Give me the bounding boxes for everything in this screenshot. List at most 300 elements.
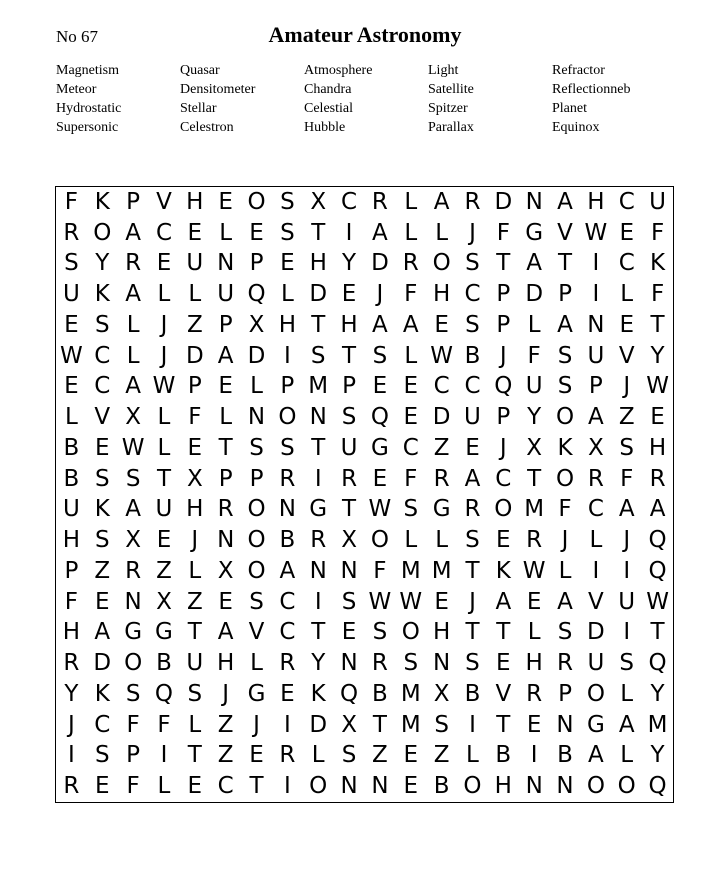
grid-cell[interactable]: H <box>278 311 297 338</box>
grid-cell[interactable]: F <box>188 404 202 431</box>
grid-cell[interactable]: L <box>527 619 541 646</box>
grid-cell[interactable]: E <box>64 373 79 400</box>
grid-cell[interactable]: C <box>464 281 481 308</box>
grid-cell[interactable]: L <box>527 311 541 338</box>
grid-cell[interactable]: N <box>217 527 235 554</box>
grid-cell[interactable]: L <box>65 404 78 431</box>
grid-cell[interactable]: S <box>434 711 449 738</box>
grid-cell[interactable]: Q <box>648 557 667 584</box>
grid-cell[interactable]: U <box>186 250 204 277</box>
grid-cell[interactable]: O <box>247 527 266 554</box>
grid-cell[interactable]: A <box>649 496 666 523</box>
grid-cell[interactable]: T <box>218 434 233 461</box>
grid-cell[interactable]: T <box>527 465 542 492</box>
grid-cell[interactable]: E <box>526 711 542 738</box>
grid-cell[interactable]: N <box>525 773 543 800</box>
grid-cell[interactable]: T <box>372 711 387 738</box>
grid-cell[interactable]: R <box>526 680 543 707</box>
grid-cell[interactable]: E <box>434 311 449 338</box>
grid-cell[interactable]: A <box>372 219 388 246</box>
grid-cell[interactable]: Y <box>527 404 542 431</box>
grid-cell[interactable]: E <box>280 250 295 277</box>
grid-cell[interactable]: H <box>340 311 358 338</box>
grid-cell[interactable]: S <box>465 527 480 554</box>
grid-cell[interactable]: O <box>247 557 266 584</box>
grid-cell[interactable]: Q <box>648 527 667 554</box>
grid-cell[interactable]: O <box>309 773 328 800</box>
grid-cell[interactable]: L <box>250 373 263 400</box>
grid-cell[interactable]: L <box>157 281 171 308</box>
grid-cell[interactable]: A <box>94 619 111 646</box>
grid-cell[interactable]: X <box>156 588 172 615</box>
grid-cell[interactable]: C <box>587 496 604 523</box>
grid-cell[interactable]: U <box>649 188 666 215</box>
grid-cell[interactable]: H <box>217 650 235 677</box>
grid-cell[interactable]: F <box>650 219 665 246</box>
grid-cell[interactable]: A <box>372 311 388 338</box>
grid-cell[interactable]: T <box>311 434 326 461</box>
grid-cell[interactable]: R <box>587 465 604 492</box>
grid-cell[interactable]: E <box>341 619 357 646</box>
grid-cell[interactable]: L <box>126 311 140 338</box>
grid-cell[interactable]: O <box>278 404 297 431</box>
grid-cell[interactable]: P <box>126 742 141 769</box>
grid-cell[interactable]: O <box>247 496 266 523</box>
grid-cell[interactable]: Z <box>94 557 111 584</box>
grid-cell[interactable]: J <box>623 373 631 400</box>
grid-cell[interactable]: F <box>620 465 634 492</box>
grid-cell[interactable]: J <box>160 311 168 338</box>
grid-cell[interactable]: V <box>557 219 573 246</box>
grid-cell[interactable]: H <box>648 434 667 461</box>
grid-cell[interactable]: X <box>125 527 141 554</box>
grid-cell[interactable]: N <box>217 250 235 277</box>
grid-cell[interactable]: O <box>617 773 636 800</box>
grid-cell[interactable]: E <box>496 527 511 554</box>
grid-cell[interactable]: L <box>404 188 418 215</box>
grid-cell[interactable]: F <box>126 773 140 800</box>
grid-cell[interactable]: E <box>526 588 542 615</box>
grid-cell[interactable]: Q <box>154 680 174 707</box>
grid-cell[interactable]: S <box>64 250 79 277</box>
grid-cell[interactable]: Z <box>433 742 450 769</box>
grid-cell[interactable]: V <box>94 404 111 431</box>
grid-cell[interactable]: D <box>525 281 544 308</box>
grid-cell[interactable]: J <box>253 711 260 738</box>
grid-cell[interactable]: S <box>465 650 480 677</box>
grid-cell[interactable]: S <box>310 342 326 369</box>
grid-cell[interactable]: V <box>618 342 635 369</box>
grid-cell[interactable]: Q <box>648 773 667 800</box>
grid-cell[interactable]: H <box>186 496 204 523</box>
grid-cell[interactable]: S <box>280 188 295 215</box>
grid-cell[interactable]: X <box>433 680 450 707</box>
grid-cell[interactable]: B <box>279 527 296 554</box>
grid-cell[interactable]: N <box>433 650 451 677</box>
grid-cell[interactable]: O <box>124 650 143 677</box>
grid-cell[interactable]: T <box>557 250 573 277</box>
grid-cell[interactable]: R <box>433 465 450 492</box>
grid-cell[interactable]: R <box>63 773 80 800</box>
grid-cell[interactable]: L <box>188 557 202 584</box>
grid-cell[interactable]: X <box>341 527 357 554</box>
grid-cell[interactable]: W <box>60 342 83 369</box>
grid-cell[interactable]: J <box>469 588 476 615</box>
grid-cell[interactable]: S <box>94 311 110 338</box>
grid-cell[interactable]: X <box>248 311 265 338</box>
grid-cell[interactable]: M <box>431 557 452 584</box>
grid-cell[interactable]: X <box>186 465 203 492</box>
grid-cell[interactable]: E <box>249 219 264 246</box>
grid-cell[interactable]: R <box>526 527 543 554</box>
grid-cell[interactable]: A <box>125 219 141 246</box>
grid-cell[interactable]: V <box>495 680 512 707</box>
grid-cell[interactable]: C <box>402 434 419 461</box>
grid-cell[interactable]: E <box>187 773 203 800</box>
grid-cell[interactable]: S <box>619 650 635 677</box>
grid-cell[interactable]: N <box>340 773 358 800</box>
grid-cell[interactable]: J <box>499 342 507 369</box>
grid-cell[interactable]: Z <box>156 557 172 584</box>
grid-cell[interactable]: F <box>527 342 541 369</box>
grid-cell[interactable]: T <box>496 619 511 646</box>
grid-cell[interactable]: L <box>311 742 325 769</box>
grid-cell[interactable]: E <box>434 588 449 615</box>
grid-cell[interactable]: S <box>94 527 110 554</box>
grid-cell[interactable]: N <box>340 650 358 677</box>
grid-cell[interactable]: P <box>126 188 141 215</box>
grid-cell[interactable]: I <box>623 619 631 646</box>
grid-cell[interactable]: L <box>466 742 479 769</box>
grid-cell[interactable]: E <box>218 373 233 400</box>
grid-cell[interactable]: I <box>283 711 291 738</box>
grid-cell[interactable]: E <box>94 588 110 615</box>
grid-cell[interactable]: U <box>155 496 173 523</box>
grid-cell[interactable]: W <box>522 557 546 584</box>
grid-cell[interactable]: C <box>279 619 296 646</box>
grid-cell[interactable]: B <box>63 465 80 492</box>
grid-cell[interactable]: F <box>64 188 79 215</box>
grid-cell[interactable]: B <box>557 742 573 769</box>
grid-cell[interactable]: R <box>279 742 296 769</box>
grid-cell[interactable]: C <box>155 219 172 246</box>
grid-cell[interactable]: W <box>646 588 669 615</box>
grid-cell[interactable]: R <box>402 250 419 277</box>
grid-cell[interactable]: Y <box>650 342 665 369</box>
grid-cell[interactable]: U <box>63 496 80 523</box>
grid-cell[interactable]: K <box>310 680 326 707</box>
grid-cell[interactable]: I <box>283 773 291 800</box>
grid-cell[interactable]: X <box>587 434 604 461</box>
grid-cell[interactable]: G <box>586 711 605 738</box>
grid-cell[interactable]: E <box>341 281 357 308</box>
grid-cell[interactable]: N <box>587 311 605 338</box>
grid-cell[interactable]: A <box>588 404 604 431</box>
grid-cell[interactable]: G <box>432 496 451 523</box>
grid-cell[interactable]: Y <box>650 742 665 769</box>
grid-cell[interactable]: I <box>283 342 291 369</box>
grid-cell[interactable]: D <box>185 342 204 369</box>
grid-cell[interactable]: F <box>64 588 79 615</box>
grid-cell[interactable]: R <box>341 465 358 492</box>
grid-cell[interactable]: U <box>618 588 636 615</box>
grid-cell[interactable]: K <box>557 434 573 461</box>
grid-cell[interactable]: Z <box>186 311 203 338</box>
grid-cell[interactable]: C <box>279 588 296 615</box>
grid-cell[interactable]: Z <box>433 434 450 461</box>
grid-cell[interactable]: G <box>309 496 328 523</box>
grid-cell[interactable]: W <box>121 434 145 461</box>
grid-cell[interactable]: P <box>187 373 202 400</box>
grid-cell[interactable]: C <box>495 465 512 492</box>
grid-cell[interactable]: G <box>124 619 143 646</box>
grid-cell[interactable]: H <box>62 619 81 646</box>
grid-cell[interactable]: D <box>371 250 389 277</box>
grid-cell[interactable]: E <box>187 434 203 461</box>
grid-cell[interactable]: O <box>247 188 266 215</box>
grid-cell[interactable]: M <box>524 496 545 523</box>
grid-cell[interactable]: M <box>308 373 329 400</box>
grid-cell[interactable]: T <box>650 311 665 338</box>
grid-cell[interactable]: D <box>93 650 112 677</box>
grid-cell[interactable]: F <box>496 219 510 246</box>
grid-cell[interactable]: B <box>464 680 481 707</box>
grid-cell[interactable]: O <box>401 619 420 646</box>
grid-cell[interactable]: M <box>400 711 421 738</box>
grid-cell[interactable]: L <box>157 434 171 461</box>
grid-cell[interactable]: H <box>432 281 451 308</box>
grid-cell[interactable]: D <box>587 619 605 646</box>
grid-cell[interactable]: S <box>94 465 110 492</box>
grid-cell[interactable]: X <box>341 711 357 738</box>
grid-cell[interactable]: A <box>495 588 512 615</box>
grid-cell[interactable]: L <box>404 527 418 554</box>
grid-cell[interactable]: T <box>311 619 326 646</box>
grid-cell[interactable]: E <box>94 434 110 461</box>
grid-cell[interactable]: N <box>525 188 543 215</box>
grid-cell[interactable]: E <box>372 465 388 492</box>
grid-cell[interactable]: N <box>340 557 358 584</box>
grid-cell[interactable]: I <box>592 281 600 308</box>
grid-cell[interactable]: W <box>368 588 392 615</box>
grid-cell[interactable]: J <box>623 527 631 554</box>
grid-cell[interactable]: B <box>464 342 481 369</box>
grid-cell[interactable]: R <box>371 650 388 677</box>
grid-cell[interactable]: J <box>191 527 199 554</box>
grid-cell[interactable]: A <box>402 311 419 338</box>
grid-cell[interactable]: E <box>187 219 203 246</box>
grid-cell[interactable]: S <box>280 434 295 461</box>
grid-cell[interactable]: A <box>433 188 450 215</box>
grid-cell[interactable]: K <box>94 496 110 523</box>
grid-cell[interactable]: F <box>373 557 387 584</box>
grid-cell[interactable]: G <box>155 619 173 646</box>
grid-cell[interactable]: R <box>125 250 142 277</box>
grid-cell[interactable]: A <box>588 742 604 769</box>
grid-cell[interactable]: B <box>433 773 450 800</box>
grid-cell[interactable]: P <box>218 465 233 492</box>
grid-cell[interactable]: D <box>309 711 328 738</box>
grid-cell[interactable]: P <box>588 373 603 400</box>
grid-cell[interactable]: N <box>309 404 327 431</box>
grid-cell[interactable]: E <box>94 773 110 800</box>
grid-cell[interactable]: U <box>464 404 481 431</box>
grid-cell[interactable]: L <box>404 219 418 246</box>
grid-cell[interactable]: F <box>157 711 171 738</box>
grid-cell[interactable]: R <box>310 527 327 554</box>
grid-cell[interactable]: J <box>499 434 507 461</box>
grid-cell[interactable]: O <box>586 773 605 800</box>
grid-cell[interactable]: K <box>650 250 666 277</box>
grid-cell[interactable]: H <box>525 650 543 677</box>
grid-cell[interactable]: A <box>125 496 141 523</box>
grid-cell[interactable]: N <box>124 588 142 615</box>
grid-cell[interactable]: R <box>279 465 296 492</box>
grid-cell[interactable]: U <box>525 373 543 400</box>
grid-cell[interactable]: W <box>152 373 176 400</box>
grid-cell[interactable]: B <box>63 434 80 461</box>
grid-cell[interactable]: V <box>156 188 172 215</box>
grid-cell[interactable]: J <box>561 527 569 554</box>
grid-cell[interactable]: S <box>341 588 357 615</box>
grid-cell[interactable]: C <box>464 373 481 400</box>
grid-cell[interactable]: R <box>557 650 573 677</box>
grid-cell[interactable]: I <box>314 588 322 615</box>
grid-cell[interactable]: R <box>649 465 666 492</box>
grid-cell[interactable]: S <box>403 650 419 677</box>
grid-cell[interactable]: Q <box>247 281 266 308</box>
grid-cell[interactable]: Y <box>342 250 357 277</box>
grid-cell[interactable]: R <box>464 496 481 523</box>
grid-cell[interactable]: B <box>156 650 172 677</box>
grid-cell[interactable]: R <box>63 219 80 246</box>
grid-cell[interactable]: K <box>94 281 110 308</box>
grid-cell[interactable]: A <box>618 711 635 738</box>
grid-cell[interactable]: M <box>400 680 421 707</box>
grid-cell[interactable]: I <box>345 219 353 246</box>
grid-cell[interactable]: Y <box>650 680 665 707</box>
grid-cell[interactable]: C <box>618 188 635 215</box>
grid-cell[interactable]: O <box>586 680 605 707</box>
grid-cell[interactable]: E <box>465 434 480 461</box>
grid-cell[interactable]: E <box>64 311 79 338</box>
grid-cell[interactable]: S <box>557 342 573 369</box>
grid-cell[interactable]: C <box>341 188 358 215</box>
grid-cell[interactable]: S <box>557 373 573 400</box>
grid-cell[interactable]: Q <box>370 404 389 431</box>
grid-cell[interactable]: H <box>587 188 605 215</box>
grid-cell[interactable]: D <box>309 281 328 308</box>
grid-cell[interactable]: P <box>249 465 264 492</box>
grid-cell[interactable]: H <box>309 250 327 277</box>
grid-cell[interactable]: S <box>187 680 203 707</box>
grid-cell[interactable]: P <box>218 311 233 338</box>
grid-cell[interactable]: A <box>618 496 635 523</box>
grid-cell[interactable]: O <box>555 465 575 492</box>
grid-cell[interactable]: L <box>188 711 202 738</box>
grid-cell[interactable]: T <box>465 557 480 584</box>
grid-cell[interactable]: Z <box>618 404 635 431</box>
grid-cell[interactable]: I <box>623 557 631 584</box>
grid-cell[interactable]: S <box>372 342 388 369</box>
grid-cell[interactable]: L <box>157 404 171 431</box>
grid-cell[interactable]: T <box>496 250 511 277</box>
grid-cell[interactable]: U <box>340 434 358 461</box>
grid-cell[interactable]: U <box>217 281 235 308</box>
grid-cell[interactable]: W <box>584 219 608 246</box>
grid-cell[interactable]: T <box>156 465 171 492</box>
grid-cell[interactable]: I <box>160 742 168 769</box>
grid-cell[interactable]: G <box>525 219 544 246</box>
grid-cell[interactable]: E <box>619 311 634 338</box>
grid-cell[interactable]: P <box>342 373 356 400</box>
grid-cell[interactable]: E <box>403 773 419 800</box>
grid-cell[interactable]: L <box>157 773 171 800</box>
grid-cell[interactable]: I <box>592 557 600 584</box>
grid-cell[interactable]: R <box>464 188 481 215</box>
grid-cell[interactable]: W <box>399 588 423 615</box>
grid-cell[interactable]: L <box>435 219 449 246</box>
grid-cell[interactable]: U <box>587 650 605 677</box>
grid-cell[interactable]: L <box>188 281 202 308</box>
grid-cell[interactable]: W <box>430 342 453 369</box>
grid-cell[interactable]: H <box>62 527 81 554</box>
grid-cell[interactable]: S <box>249 434 264 461</box>
grid-cell[interactable]: L <box>280 281 294 308</box>
grid-cell[interactable]: F <box>126 711 140 738</box>
grid-cell[interactable]: K <box>94 188 110 215</box>
grid-cell[interactable]: N <box>556 711 574 738</box>
grid-cell[interactable]: E <box>403 742 419 769</box>
grid-cell[interactable]: N <box>309 557 327 584</box>
grid-cell[interactable]: W <box>646 373 669 400</box>
grid-cell[interactable]: R <box>217 496 234 523</box>
grid-cell[interactable]: C <box>94 711 111 738</box>
grid-cell[interactable]: E <box>249 742 264 769</box>
grid-cell[interactable]: S <box>557 619 573 646</box>
grid-cell[interactable]: H <box>432 619 451 646</box>
grid-cell[interactable]: I <box>68 742 75 769</box>
grid-cell[interactable]: J <box>376 281 384 308</box>
grid-cell[interactable]: O <box>494 496 513 523</box>
grid-cell[interactable]: Z <box>217 742 234 769</box>
grid-cell[interactable]: X <box>125 404 141 431</box>
grid-cell[interactable]: P <box>496 311 511 338</box>
grid-cell[interactable]: T <box>496 711 511 738</box>
grid-cell[interactable]: L <box>219 219 233 246</box>
grid-cell[interactable]: E <box>156 250 172 277</box>
grid-cell[interactable]: V <box>248 619 265 646</box>
grid-cell[interactable]: W <box>368 496 392 523</box>
grid-cell[interactable]: L <box>219 404 233 431</box>
grid-cell[interactable]: R <box>279 650 296 677</box>
grid-cell[interactable]: X <box>526 434 543 461</box>
grid-cell[interactable]: B <box>372 680 388 707</box>
grid-cell[interactable]: N <box>371 773 389 800</box>
grid-cell[interactable]: C <box>618 250 635 277</box>
grid-cell[interactable]: S <box>465 311 480 338</box>
grid-cell[interactable]: F <box>404 465 418 492</box>
grid-cell[interactable]: A <box>557 188 573 215</box>
grid-cell[interactable]: Q <box>648 650 667 677</box>
grid-cell[interactable]: S <box>465 250 480 277</box>
grid-cell[interactable]: I <box>592 250 600 277</box>
grid-cell[interactable]: Q <box>340 680 359 707</box>
grid-cell[interactable]: N <box>556 773 574 800</box>
grid-cell[interactable]: T <box>342 342 357 369</box>
grid-cell[interactable]: D <box>494 188 513 215</box>
grid-cell[interactable]: V <box>588 588 604 615</box>
